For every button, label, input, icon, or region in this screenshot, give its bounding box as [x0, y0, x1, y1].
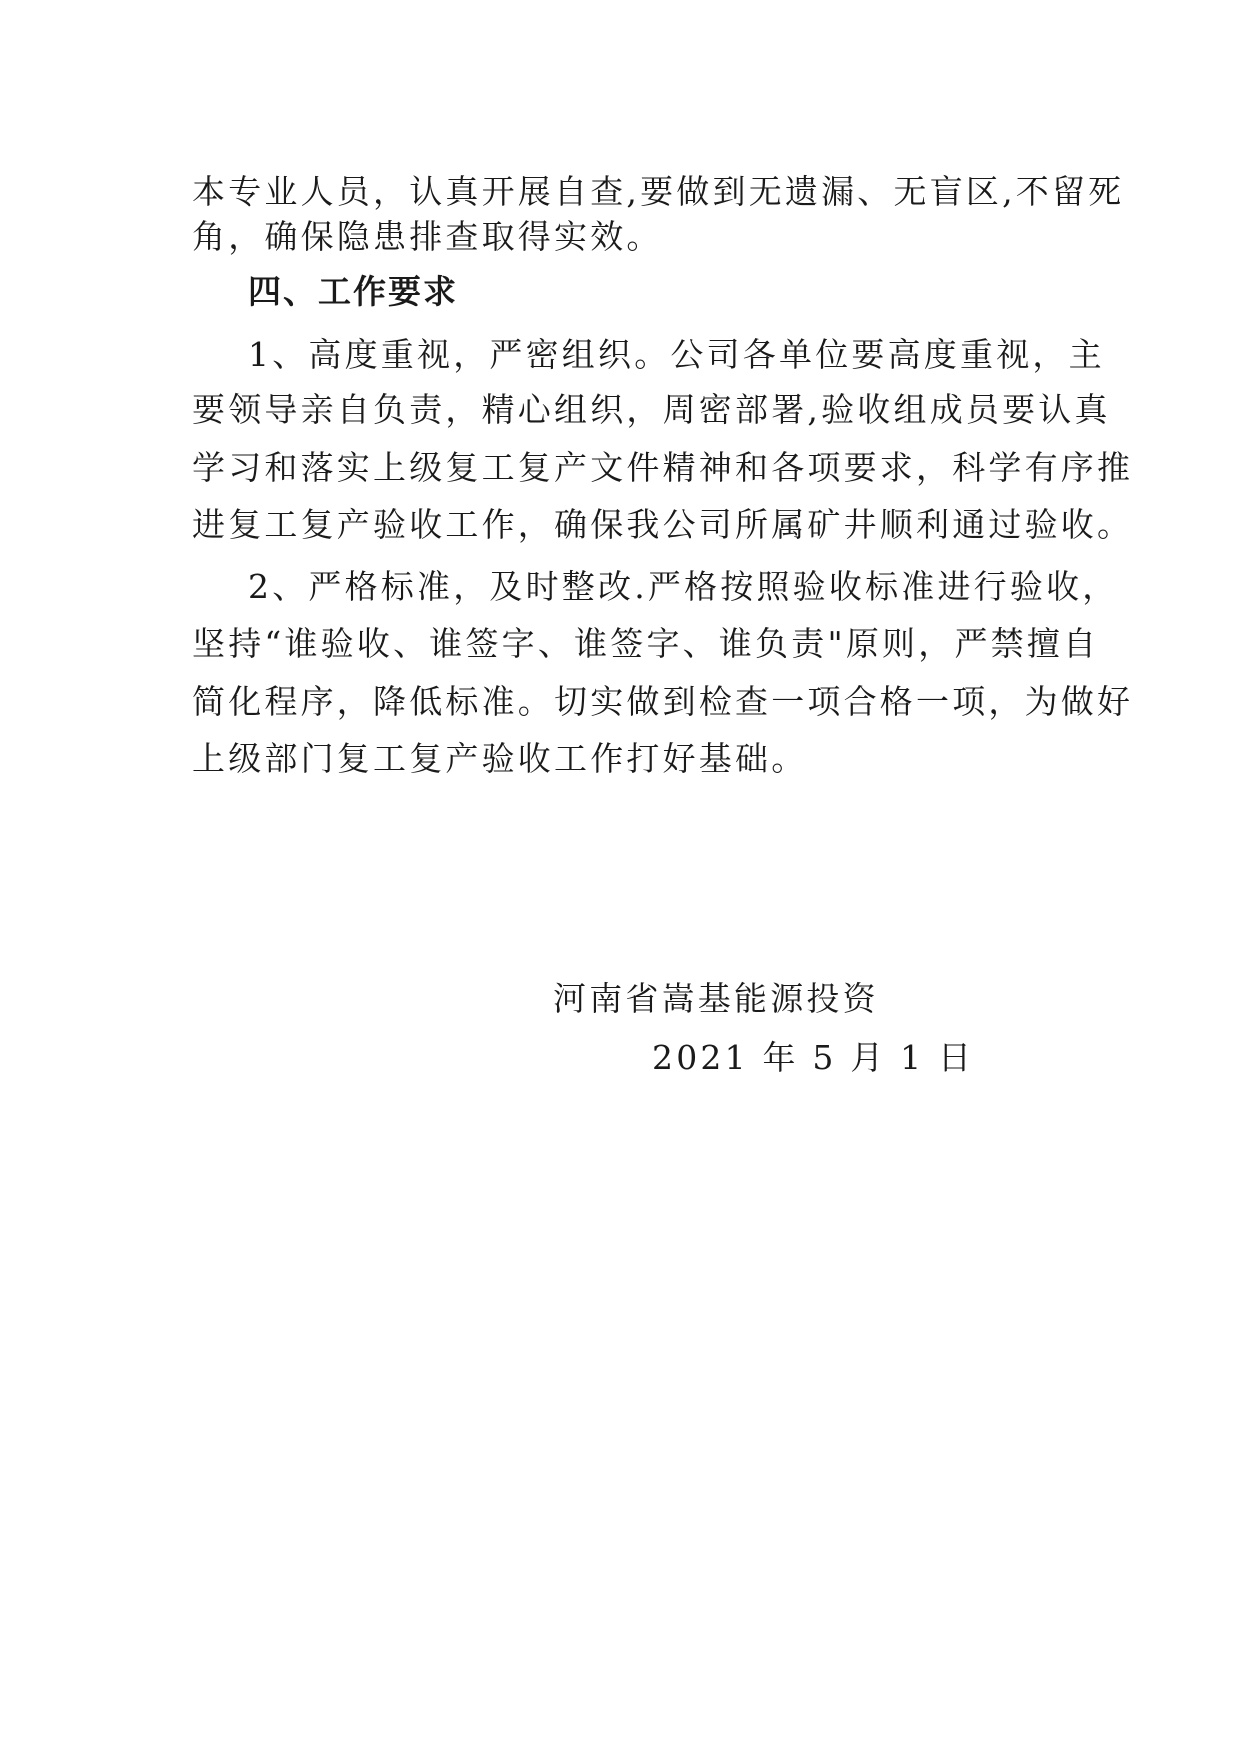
- paragraph-line-4: 要领导亲自负责，精心组织，周密部署,验收组成员要认真: [192, 390, 1111, 429]
- paragraph-line-2: 角，确保隐患排查取得实效。: [192, 217, 663, 256]
- section-heading-work-requirements: 四、工作要求: [248, 272, 458, 311]
- signature-date: 2021 年 5 月 1 日: [652, 1038, 975, 1077]
- signature-organization: 河南省嵩基能源投资: [553, 979, 879, 1018]
- paragraph-line-6: 进复工复产验收工作，确保我公司所属矿井顺利通过验收。: [192, 505, 1134, 544]
- paragraph-line-5: 学习和落实上级复工复产文件精神和各项要求，科学有序推: [192, 448, 1134, 487]
- paragraph-line-1: 本专业人员，认真开展自查,要做到无遗漏、无盲区,不留死: [192, 172, 1125, 211]
- paragraph-line-8: 坚持“谁验收、谁签字、谁签字、谁负责"原则，严禁擅自: [192, 624, 1100, 663]
- paragraph-line-3: 1、高度重视，严密组织。公司各单位要高度重视，主: [248, 335, 1105, 374]
- paragraph-line-10: 上级部门复工复产验收工作打好基础。: [192, 739, 808, 778]
- paragraph-line-7: 2、严格标准，及时整改.严格按照验收标准进行验收，: [248, 567, 1119, 606]
- paragraph-line-9: 简化程序，降低标准。切实做到检查一项合格一项，为做好: [192, 682, 1134, 721]
